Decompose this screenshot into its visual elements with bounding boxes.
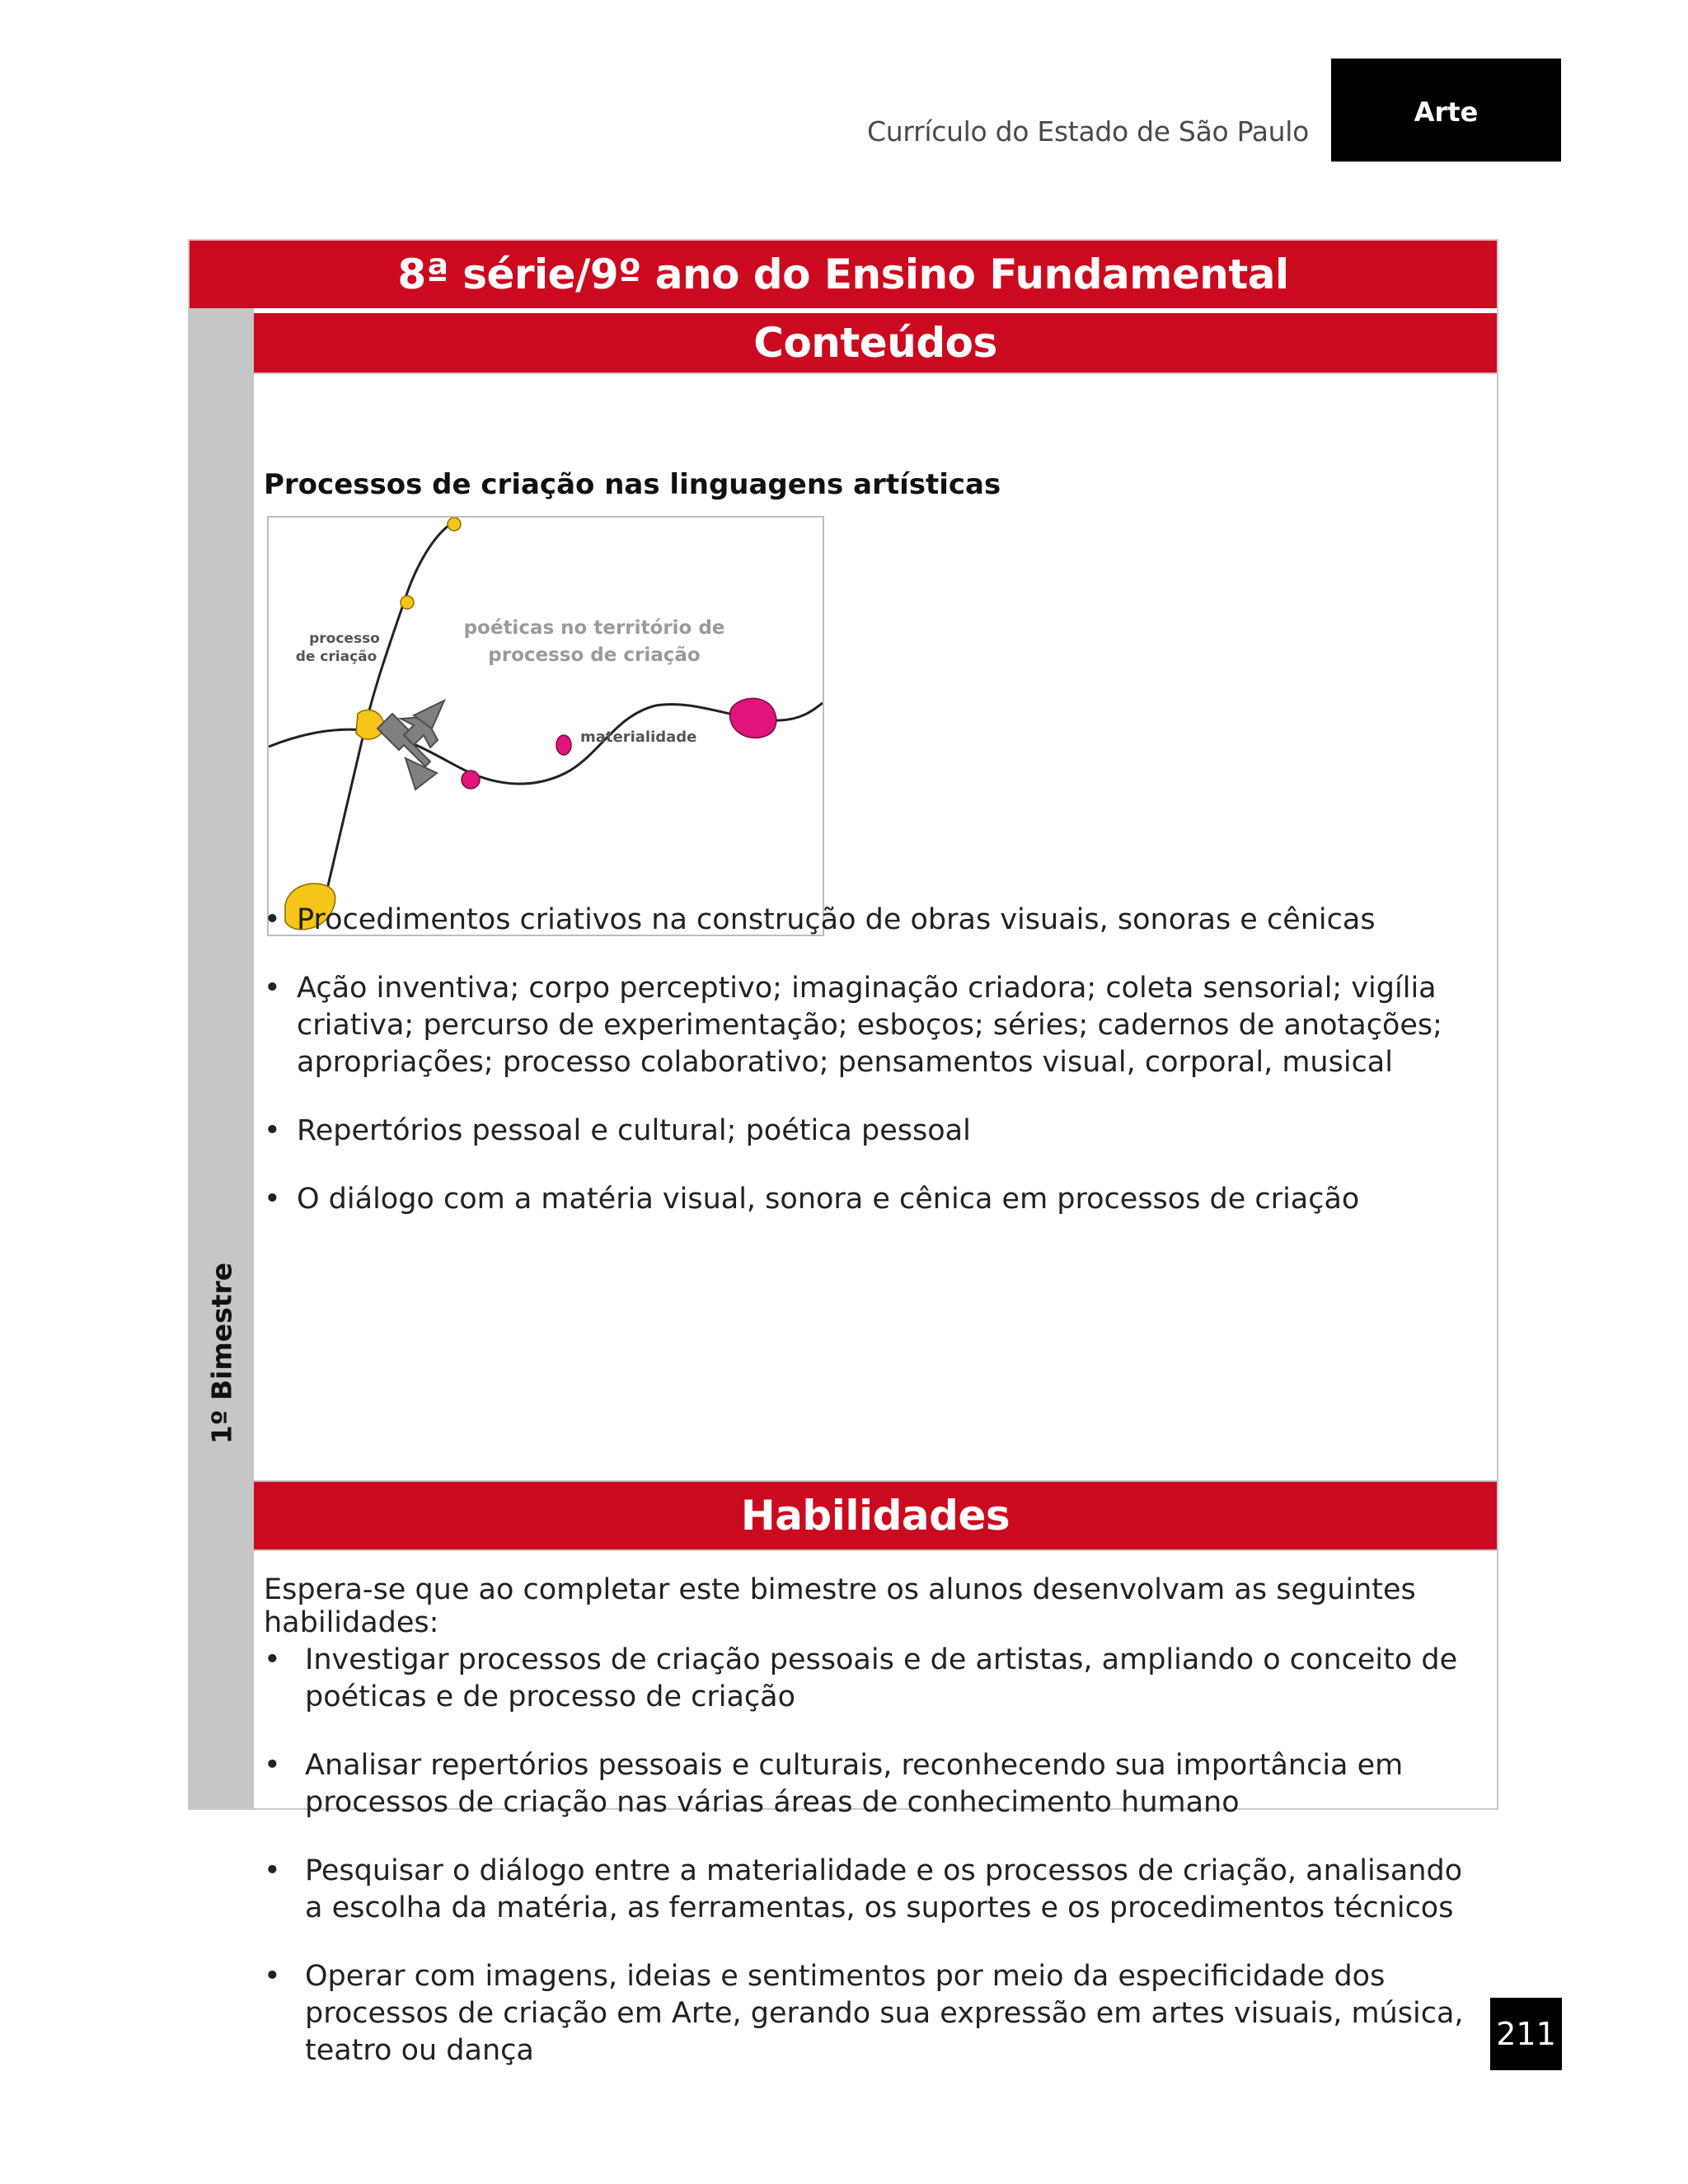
magenta-blob-right bbox=[730, 698, 776, 738]
page-number: 211 bbox=[1490, 1998, 1562, 2070]
yellow-point-top bbox=[448, 518, 461, 531]
list-item-text: Ação inventiva; corpo perceptivo; imaginação criadora; coleta sensorial; vigília criativa; percurso de experimentação; esboços; séries; cadernos de anotações; apropriações; processo colaborativo; pensamentos visual, corporal, musical bbox=[297, 972, 1442, 1079]
magenta-point-left bbox=[462, 771, 480, 789]
bimester-label: 1º Bimestre bbox=[205, 1262, 238, 1445]
yellow-point-mid bbox=[401, 596, 414, 609]
list-item bbox=[264, 902, 1467, 939]
curriculum-table bbox=[188, 239, 1498, 2067]
list-item bbox=[264, 1113, 1467, 1150]
bullet-icon: • bbox=[264, 1749, 281, 1782]
conteudos-subtitle: Processos de criação nas linguagens artísticas bbox=[264, 468, 1001, 501]
bullet-icon: • bbox=[264, 1960, 281, 1993]
list-item-text: Investigar processos de criação pessoais e de artistas, ampliando o conceito de poéticas e de processo de criação bbox=[305, 1643, 1458, 1713]
list-item bbox=[264, 1747, 1467, 1821]
list-item bbox=[264, 1181, 1467, 1218]
bullet-icon: • bbox=[264, 1114, 281, 1147]
bullet-icon: • bbox=[264, 903, 281, 936]
creation-process-diagram bbox=[267, 516, 824, 936]
list-item bbox=[264, 1642, 1467, 1716]
cross-arrow-icon bbox=[377, 701, 444, 790]
list-item-text: O diálogo com a matéria visual, sonora e cênica em processos de criação bbox=[297, 1183, 1360, 1216]
main-column bbox=[254, 308, 1497, 2067]
list-item bbox=[264, 1853, 1467, 1927]
subject-tab: Arte bbox=[1331, 59, 1561, 162]
list-item-text: Repertórios pessoal e cultural; poética pessoal bbox=[297, 1114, 971, 1147]
list-item bbox=[264, 970, 1467, 1081]
divider bbox=[254, 373, 1497, 374]
bullet-icon: • bbox=[264, 1183, 281, 1216]
grade-title: 8ª série/9º ano do Ensino Fundamental bbox=[190, 241, 1497, 308]
list-item-text: Procedimentos criativos na construção de obras visuais, sonoras e cênicas bbox=[297, 903, 1376, 936]
habilidades-intro: Espera-se que ao completar este bimestre os alunos desenvolvam as seguintes habilidades: bbox=[264, 1573, 1416, 1639]
bullet-icon: • bbox=[264, 1854, 281, 1887]
label-materialidade: materialidade bbox=[580, 729, 697, 746]
label-processo-line1: processo bbox=[309, 630, 380, 647]
document-title: Currículo do Estado de São Paulo bbox=[867, 115, 1309, 148]
label-processo-line2: de criação bbox=[295, 649, 377, 665]
label-poeticas-line2: processo de criação bbox=[488, 644, 701, 666]
label-poeticas-line1: poéticas no território de bbox=[463, 617, 725, 639]
list-item-text: Operar com imagens, ideias e sentimentos por meio da especificidade dos processos de criação em Arte, gerando sua expressão em artes visuais, música, teatro ou dança bbox=[305, 1960, 1464, 2067]
habilidades-list bbox=[264, 1642, 1467, 2101]
bimester-column bbox=[190, 308, 254, 1808]
conteudos-list bbox=[264, 902, 1467, 1249]
list-item-text: Pesquisar o diálogo entre a materialidade e os processos de criação, analisando a escolha da matéria, as ferramentas, os suportes e os procedimentos técnicos bbox=[305, 1854, 1463, 1924]
list-item bbox=[264, 1958, 1467, 2069]
habilidades-heading: Habilidades bbox=[254, 1482, 1497, 1549]
bullet-icon: • bbox=[264, 972, 281, 1005]
divider bbox=[254, 1549, 1497, 1551]
list-item-text: Analisar repertórios pessoais e culturais, reconhecendo sua importância em processos de criação nas várias áreas de conhecimento humano bbox=[305, 1749, 1404, 1819]
conteudos-heading: Conteúdos bbox=[254, 313, 1497, 373]
yellow-blob-center bbox=[356, 710, 384, 739]
bullet-icon: • bbox=[264, 1643, 281, 1676]
magenta-point-mid bbox=[556, 735, 571, 755]
diagram-svg bbox=[269, 518, 823, 935]
